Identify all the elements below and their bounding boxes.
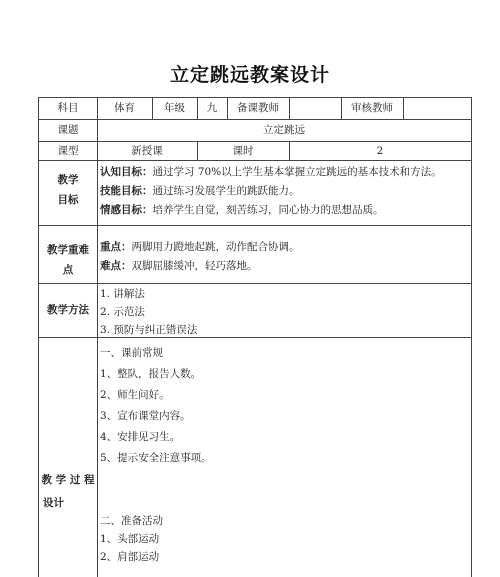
column-divider [403,97,404,119]
goals-label-line1: 教学 [57,174,79,186]
grade-value: 九 [206,102,218,114]
grade-label: 年级 [164,102,185,114]
hours-label: 课时 [232,145,254,157]
row-divider [39,283,471,284]
keypoints-label-line2: 点 [62,264,74,276]
process-line: 1、整队，报告人数。 [100,368,202,380]
process-line: 3、宣布课堂内容。 [100,410,191,422]
subject-label: 科目 [57,102,79,114]
row-divider [39,141,471,142]
lesson-plan-table [38,97,472,577]
method-item: 3. 预防与纠正错误法 [100,324,198,336]
subject-value: 体育 [114,102,135,114]
row-divider [39,337,471,338]
type-label: 课型 [57,145,79,157]
goal-item: 认知目标：通过学习 70%以上学生基本掌握立定跳远的基本技术和方法。 [100,166,442,178]
process-line: 二、准备活动 [100,515,163,527]
process-line: 1、头部运动 [100,533,160,545]
process-label-line1: 教 学 过 程 [41,474,95,486]
keypoint-item: 难点：双脚屈膝缓冲，轻巧落地。 [100,260,258,272]
keypoint-item: 重点：两脚用力蹬地起跳，动作配合协调。 [100,241,300,253]
row-divider [39,225,471,226]
goal-item: 技能目标：通过练习发展学生的跳跃能力。 [100,185,300,197]
teacher-label: 备课教师 [237,102,279,114]
goal-item: 情感目标：培养学生自觉，刻苦练习，同心协力的思想品质。 [100,204,384,216]
row-divider [39,119,471,120]
hours-value: 2 [376,145,384,157]
process-label-line2: 设计 [43,497,64,509]
reviewer-label: 审核教师 [351,102,393,114]
method-item: 1. 讲解法 [100,288,145,300]
column-divider [289,97,290,119]
goals-label-line2: 目标 [57,194,79,206]
process-line: 4、安排见习生。 [100,431,181,443]
topic-value: 立定跳远 [263,124,305,136]
methods-label: 教学方法 [47,304,89,316]
document-title: 立定跳远教案设计 [169,64,330,86]
type-value: 新授课 [131,145,163,157]
row-divider [39,160,471,161]
method-item: 2. 示范法 [100,306,145,318]
process-line: 2、师生问好。 [100,389,170,401]
keypoints-label-line1: 教学重难 [47,244,89,256]
process-line: 一、课前常规 [100,347,163,359]
table-border-top [39,97,471,98]
column-divider [97,97,98,577]
process-line: 5、提示安全注意事项。 [100,452,212,464]
topic-label: 课题 [57,124,79,136]
process-line: 2、肩部运动 [100,551,160,563]
